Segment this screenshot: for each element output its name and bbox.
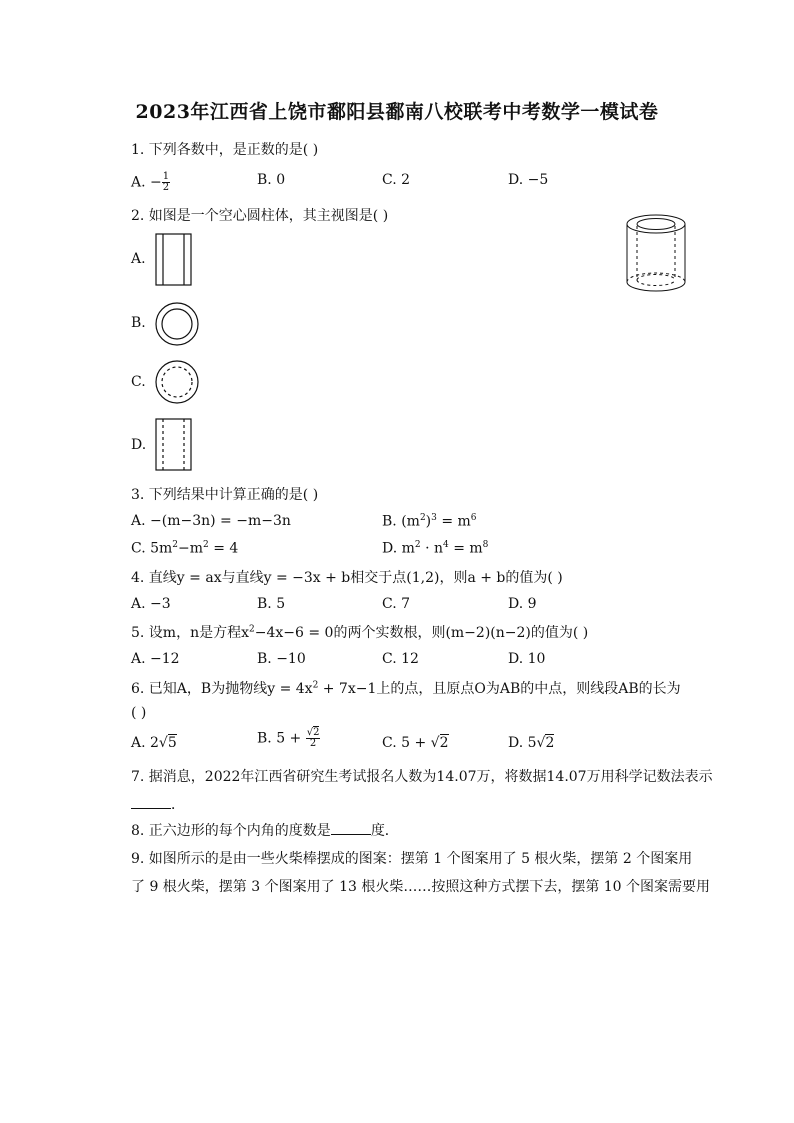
- question-9-line2: 了 9 根火柴，摆第 3 个图案用了 13 根火柴……按照这种方式摆下去，摆第 10 个图案需要用: [131, 879, 711, 895]
- text: · n: [420, 540, 444, 557]
- text: = 4: [208, 540, 239, 557]
- fraction-numerator: 1: [162, 171, 170, 182]
- sqrt-symbol: √: [430, 735, 440, 751]
- question-1-stem: 1. 下列各数中，是正数的是( ): [131, 142, 319, 158]
- page-title: 2023年江西省上饶市鄱阳县鄱南八校联考中考数学一模试卷: [135, 101, 659, 123]
- question-3-option-b: [382, 513, 477, 530]
- text: 5. 设m，n是方程x: [131, 625, 249, 641]
- fraction-denominator: 2: [162, 182, 170, 193]
- question-7-stem: 7. 据消息，2022年江西省研究生考试报名人数为14.07万，将数据14.07万用科学记数法表示: [131, 769, 713, 785]
- option-a-sign: A. −: [131, 174, 162, 191]
- text: −4x−6 = 0的两个实数根，则(m−2)(n−2)的值为( ): [254, 625, 589, 641]
- question-5-stem: [131, 622, 588, 642]
- text: −m: [178, 540, 204, 557]
- text: D. 5: [508, 735, 537, 751]
- exponent: 6: [470, 513, 477, 523]
- option-b-figure: [154, 301, 200, 347]
- answer-blank[interactable]: [331, 822, 371, 835]
- option-c-figure: [154, 359, 200, 405]
- radicand: 5: [167, 735, 177, 751]
- option-a-figure: [155, 233, 193, 287]
- exponent: 2: [419, 513, 426, 523]
- question-8-stem: [131, 820, 399, 840]
- text: ): [425, 513, 432, 530]
- answer-blank[interactable]: [131, 796, 171, 809]
- question-4-option-b: B. 5: [257, 596, 286, 612]
- question-6-option-a: [131, 735, 177, 751]
- question-4-option-c: C. 7: [382, 596, 411, 612]
- question-2-stem: 2. 如图是一个空心圆柱体，其主视图是( ): [131, 208, 389, 224]
- question-5-option-d: D. 10: [508, 651, 546, 667]
- exponent: 4: [443, 540, 449, 550]
- question-3-option-c: [131, 540, 238, 557]
- text: B. 5 +: [257, 730, 302, 747]
- exponent: 2: [249, 624, 255, 635]
- question-2-option-b: B.: [131, 315, 146, 331]
- radicand: 2: [545, 735, 555, 751]
- question-2-option-a: A.: [131, 251, 146, 267]
- question-1-option-a: [131, 172, 170, 193]
- exponent: 2: [172, 540, 179, 550]
- fraction-denominator: 2: [309, 738, 317, 749]
- question-1-option-b: B. 0: [257, 172, 286, 188]
- text: B. (m: [382, 513, 420, 530]
- question-6-stem: [131, 678, 681, 698]
- sqrt-symbol: √: [158, 735, 168, 751]
- radicand: 2: [313, 727, 320, 738]
- question-7-line2: [131, 794, 185, 814]
- question-4-option-a: A. −3: [131, 596, 171, 612]
- question-3-option-d: [382, 540, 488, 557]
- question-4-stem: 4. 直线y = ax与直线y = −3x + b相交于点(1,2)，则a + b的值为( ): [131, 570, 563, 586]
- question-2-option-c: C.: [131, 374, 146, 390]
- question-1-option-d: D. −5: [508, 172, 549, 188]
- question-6-stem-line2: ( ): [131, 705, 147, 721]
- question-5-option-a: A. −12: [131, 651, 180, 667]
- question-6-option-c: [382, 735, 449, 751]
- question-9-line1: 9. 如图所示的是由一些火柴棒摆成的图案：摆第 1 个图案用了 5 根火柴，摆第 2 个图案用: [131, 851, 693, 867]
- question-3-stem: 3. 下列结果中计算正确的是( ): [131, 487, 319, 503]
- exponent: 3: [431, 513, 437, 523]
- question-3-option-a: A. −(m−3n) = −m−3n: [131, 513, 291, 529]
- text: = m: [436, 513, 471, 530]
- text: A. 2: [131, 735, 159, 751]
- fraction: [162, 172, 170, 193]
- exponent: 8: [482, 540, 489, 550]
- fraction-numerator: √2: [306, 727, 320, 738]
- radicand: 2: [439, 735, 449, 751]
- text: + 7x−1上的点，且原点O为AB的中点，则线段AB的长为: [318, 681, 681, 697]
- question-5-option-b: B. −10: [257, 651, 306, 667]
- text: 8. 正六边形的每个内角的度数是: [131, 823, 331, 839]
- question-6-option-d: [508, 735, 554, 751]
- exponent: 2: [312, 680, 319, 691]
- sqrt-symbol: √: [536, 735, 546, 751]
- exponent: 2: [414, 540, 421, 550]
- text: 6. 已知A，B为抛物线y = 4x: [131, 681, 313, 697]
- text: C. 5 +: [382, 735, 427, 751]
- question-6-option-b: [257, 728, 320, 749]
- hollow-cylinder-figure: [622, 212, 698, 294]
- text: D. m: [382, 540, 415, 557]
- exponent: 2: [203, 540, 209, 550]
- question-5-option-c: C. 12: [382, 651, 419, 667]
- text: C. 5m: [131, 540, 173, 557]
- text: 度．: [370, 823, 399, 839]
- text: = m: [448, 540, 483, 557]
- option-d-figure: [155, 418, 193, 472]
- question-2-option-d: D.: [131, 437, 147, 453]
- question-1-option-c: C. 2: [382, 172, 411, 188]
- question-4-option-d: D. 9: [508, 596, 537, 612]
- text: ．: [171, 797, 185, 813]
- fraction: [306, 728, 321, 749]
